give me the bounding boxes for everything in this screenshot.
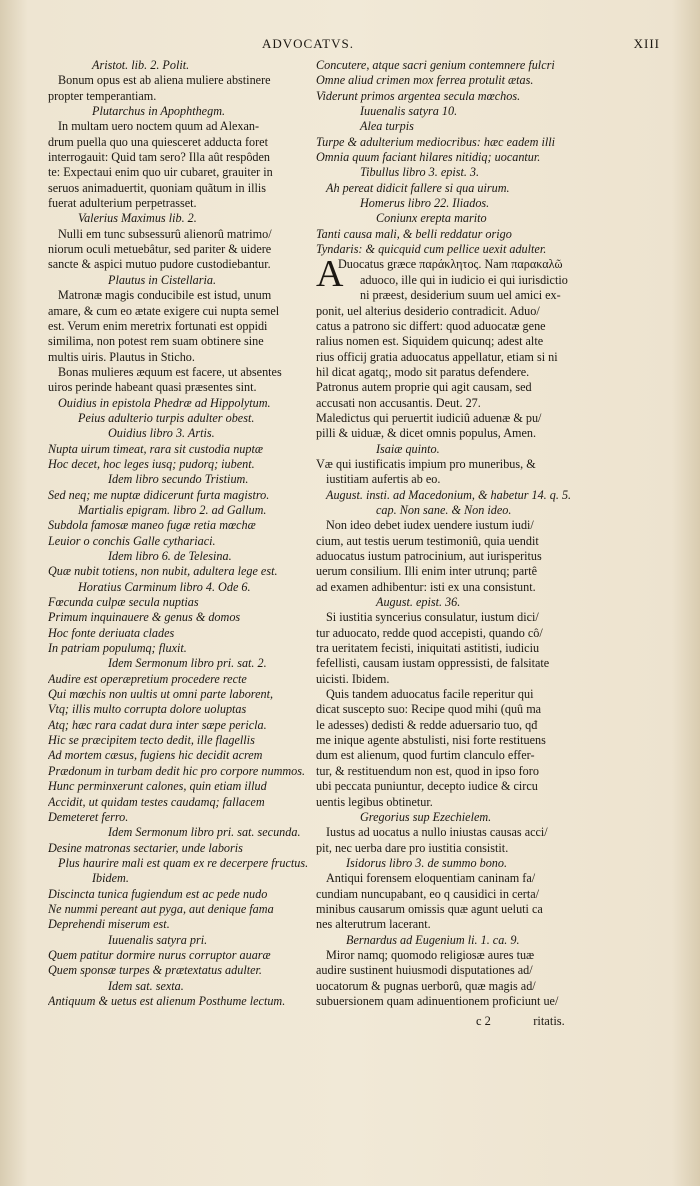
left-column-text: Quæ nubit totiens, non nubit, adultera lege est.	[48, 564, 278, 579]
left-column-text: Primum inquinauere & genus & domos	[48, 610, 241, 625]
right-column-line	[316, 503, 588, 518]
right-column-line	[316, 610, 588, 625]
left-column-text: Iuuenalis satyra pri.	[108, 932, 208, 947]
left-column-line	[48, 933, 312, 948]
drop-cap: A	[316, 253, 344, 296]
right-column-line	[316, 595, 588, 610]
left-column-line	[48, 442, 312, 457]
right-column-text: Tibullus libro 3. epist. 3.	[360, 165, 480, 180]
right-column-line	[316, 795, 588, 810]
right-column-text: aduocatus iustum patrocinium, aut iurisperitus	[316, 549, 542, 563]
right-column-text: Non ideo debet iudex uendere iustum iudi/	[326, 518, 534, 533]
left-column-text: Quem sponsæ turpes & prætextatus adulter.	[48, 963, 262, 978]
right-column-line	[316, 472, 588, 487]
right-column-text: minibus causarum omissis quæ agunt ueluti ca	[316, 901, 543, 916]
left-column-text: In patriam populumq; fluxit.	[48, 641, 187, 656]
right-column-text: Tyndaris: & quicquid cum pellice uexit adulter.	[316, 242, 547, 257]
right-column-line	[316, 702, 588, 717]
right-column-text: pit, nec uerba dare pro iustitia consistit.	[316, 840, 509, 855]
right-column-text: iustitiam aufertis ab eo.	[326, 472, 441, 487]
right-column-text: le adesses) dedisti & redde aduersario tuo, qđ	[316, 717, 538, 732]
right-column-text: Turpe & adulterium mediocribus: hæc eadem illi	[316, 134, 555, 149]
left-column-text: Ibidem.	[92, 871, 129, 886]
left-column-line	[48, 549, 312, 564]
right-column-line	[316, 457, 588, 472]
right-column-line	[316, 89, 588, 104]
left-column-text: Idem Sermonum libro pri. sat. 2.	[108, 656, 267, 671]
left-column-text: te: Expectaui enim quo uir cubaret, grauiter in	[48, 165, 273, 180]
left-column-line	[48, 917, 312, 932]
right-column-line	[316, 748, 588, 763]
left-column-text: Ad mortem cæsus, fugiens hic decidit acrem	[48, 748, 263, 763]
right-column-line	[316, 135, 588, 150]
right-column-text: Concutere, atque sacri genium contemnere fulcri	[316, 58, 555, 72]
left-column-text: Quem patitur dormire nurus corruptor auaræ	[48, 947, 271, 962]
right-column-text: nes alterutrum lacerant.	[316, 917, 431, 932]
left-column-text: Hoc fonte deriuata clades	[48, 625, 175, 640]
left-column-line	[48, 304, 312, 319]
left-column-text: Hoc decet, hoc leges iusq; pudorq; iubent.	[48, 456, 255, 471]
left-column-line	[48, 672, 312, 687]
left-column-text: Idem Sermonum libro pri. sat. secunda.	[108, 825, 301, 840]
left-column-text: Leuior o conchis Galle cythariaci.	[48, 533, 216, 548]
right-column-line	[316, 994, 588, 1009]
right-column-line	[316, 963, 588, 978]
left-column-text: fuerat adulterium perpetrasset.	[48, 196, 197, 211]
left-column-text: Idem libro 6. de Telesina.	[108, 549, 232, 563]
left-column-line	[48, 856, 312, 871]
left-column-line	[48, 350, 312, 365]
right-column	[316, 58, 588, 1009]
right-column-line	[316, 119, 588, 134]
right-column-text: Væ qui iustificatis impium pro muneribus, &	[316, 456, 536, 471]
right-column-text: uocatorum & pugnas uerborû, quæ magis ad/	[316, 978, 536, 993]
left-column-line	[48, 165, 312, 180]
left-column-text: drum puella quo una quiesceret adducta foret	[48, 134, 268, 149]
right-column-text: Maledictus qui peruertit iudiciû aduenæ & pu/	[316, 410, 542, 425]
left-column-line	[48, 488, 312, 503]
left-column-text: Audire est operæpretium procedere recte	[48, 671, 247, 686]
right-column-text: tur aduocato, redde quod accepisti, quando cô/	[316, 625, 543, 640]
left-column-line	[48, 534, 312, 549]
left-column-line	[48, 702, 312, 717]
right-column-text: catus a patrono sic differt: quod aduocatæ gene	[316, 318, 546, 333]
left-column-text: Bonas mulieres æquum est facere, ut absentes	[58, 364, 282, 379]
left-column-text: Discincta tunica fugiendum est ac pede nudo	[48, 886, 268, 901]
right-column-line	[316, 211, 588, 226]
left-column-line	[48, 994, 312, 1009]
left-column-text: Idem libro secundo Tristium.	[108, 472, 249, 487]
right-column-line	[338, 288, 588, 303]
left-column-line	[48, 288, 312, 303]
left-column-line	[48, 58, 312, 73]
left-column-line	[48, 518, 312, 533]
left-column-text: Peius adulterio turpis adulter obest.	[78, 410, 255, 425]
left-column-text: Qui mœchis non uultis ut omni parte laborent,	[48, 687, 274, 702]
right-column-text: audire sustinent huiusmodi disputationes ad/	[316, 963, 533, 978]
right-column-line	[338, 273, 588, 288]
right-column-text: cundiam nuncupabant, eo q causidici in certa/	[316, 886, 540, 901]
left-column-line	[48, 641, 312, 656]
left-column-line	[48, 656, 312, 671]
right-column-text: rius officij gratia aduocatus appellatur, etiam si ni	[316, 349, 558, 364]
right-column-line	[316, 426, 588, 441]
left-column-line	[48, 841, 312, 856]
left-column-line	[48, 503, 312, 518]
folio-number: XIII	[633, 36, 660, 51]
left-column-line	[48, 119, 312, 134]
left-column-line	[48, 948, 312, 963]
left-column-line	[48, 595, 312, 610]
left-column-line	[48, 181, 312, 196]
right-column-line	[316, 580, 588, 595]
right-column-line	[316, 319, 588, 334]
right-column-text: Miror namq; quomodo religiosæ aures tuæ	[326, 947, 535, 962]
right-column-text: Iustus ad uocatus a nullo iniustas causas acci/	[326, 825, 548, 840]
left-column-text: Vtq; illis multo corrupta dolore uoluptas	[48, 702, 247, 717]
right-column-text: subuersionem quam adinuentionem proficiunt ue/	[316, 993, 559, 1008]
right-column-line	[316, 380, 588, 395]
right-column-line	[316, 196, 588, 211]
left-column-text: Deprehendi miserum est.	[48, 917, 170, 932]
left-column-line	[48, 963, 312, 978]
left-column-line	[48, 825, 312, 840]
left-column-text: niorum oculi metuebâtur, sed pariter & uidere	[48, 242, 272, 257]
left-column-text: propter temperantiam.	[48, 88, 157, 103]
signature-mark: c 2	[476, 1014, 491, 1028]
left-column-text: uiros perinde habeant quasi præsentes sint.	[48, 380, 257, 395]
left-column-text: Subdola famosæ maneo fugæ retia mœchæ	[48, 518, 256, 533]
left-column-text: Plutarchus in Apophthegm.	[92, 104, 226, 119]
left-column-line	[48, 257, 312, 272]
right-column-line	[316, 73, 588, 88]
left-column-line	[48, 365, 312, 380]
left-column-line	[48, 227, 312, 242]
right-column-line	[316, 304, 588, 319]
right-column-line	[316, 672, 588, 687]
page-footer	[476, 1014, 565, 1029]
right-column-line	[316, 917, 588, 932]
right-column-text: ubi peccata puniuntur, decepto iudice & circu	[316, 779, 538, 794]
right-column-line	[316, 733, 588, 748]
left-column-text: In multam uero noctem quum ad Alexan-	[58, 119, 260, 134]
right-column-line	[316, 334, 588, 349]
right-column-text: Quis tandem aduocatus facile reperitur qui	[326, 687, 534, 702]
right-column-line	[316, 442, 588, 457]
left-column-text: Antiquum & uetus est alienum Posthume lectum.	[48, 993, 286, 1008]
right-column-line	[316, 365, 588, 380]
left-column-text: interrogauit: Quid tam sero? Illa aût respôden	[48, 150, 271, 165]
right-column-text: fefellisti, causam iustam oppressisti, de falsitate	[316, 656, 550, 671]
right-column-text: Alea turpis	[360, 119, 414, 134]
right-column-text: uicisti. Ibidem.	[316, 671, 390, 686]
right-column-line	[316, 810, 588, 825]
right-column-line	[316, 564, 588, 579]
left-column-text: Atq; hæc rara cadat dura inter sæpe pericla.	[48, 717, 267, 732]
right-column-line	[316, 641, 588, 656]
right-column-line	[316, 165, 588, 180]
right-column-line	[316, 656, 588, 671]
right-column-text: hil dicat agatq;, modo sit paratus defendere.	[316, 364, 530, 379]
left-column-line	[48, 610, 312, 625]
left-column-text: Aristot. lib. 2. Polit.	[92, 58, 190, 72]
right-column-line	[316, 979, 588, 994]
left-column-line	[48, 73, 312, 88]
right-column-text: dum est alienum, quod furtim clanculo effer-	[316, 748, 535, 763]
right-column-text: Ah pereat didicit fallere si qua uirum.	[326, 180, 510, 195]
right-column-text: tra ueritatem fecisti, iniquitati astitisti, iudiciu	[316, 641, 540, 656]
left-column-text: Nulli em tunc subsessurû alienorû matrimo/	[58, 226, 272, 241]
left-column-text: Demeteret ferro.	[48, 809, 129, 824]
catchword: ritatis.	[533, 1014, 565, 1028]
left-column-line	[48, 764, 312, 779]
right-column-line	[316, 411, 588, 426]
left-column-text: Ouidius libro 3. Artis.	[108, 426, 215, 441]
left-column-text: Prædonum in turbam dedit hic pro corpore nummos.	[48, 763, 306, 778]
left-column-text: Plautus in Cistellaria.	[108, 272, 217, 287]
right-column-line	[316, 687, 588, 702]
left-column-text: Bonum opus est ab aliena muliere abstinere	[58, 73, 271, 88]
right-column-line	[316, 396, 588, 411]
right-column-line	[316, 841, 588, 856]
right-column-line	[316, 350, 588, 365]
left-column-line	[48, 150, 312, 165]
left-column-line	[48, 411, 312, 426]
right-column-line	[316, 549, 588, 564]
left-column-line	[48, 334, 312, 349]
left-column-text: Fœcunda culpæ secula nuptias	[48, 595, 199, 610]
right-column-text: August. epist. 36.	[376, 595, 461, 610]
left-column-text: Valerius Maximus lib. 2.	[78, 211, 197, 226]
left-column-line	[48, 580, 312, 595]
right-column-text: August. insti. ad Macedonium, & habetur 14. q. 5.	[326, 487, 572, 502]
left-column-line	[48, 887, 312, 902]
left-column-text: Martialis epigram. libro 2. ad Gallum.	[78, 502, 267, 517]
right-column-line	[316, 825, 588, 840]
right-column-text: ad examen adhibentur: isti ex una consistunt.	[316, 579, 536, 594]
running-head: ADVOCATVS.	[262, 36, 354, 51]
right-column-text: Gregorius sup Ezechielem.	[360, 809, 492, 824]
right-column-line	[316, 104, 588, 119]
left-column-line	[48, 89, 312, 104]
left-column-text: Hic se præcipitem tecto dedit, ille flagellis	[48, 733, 255, 748]
left-column-line	[48, 319, 312, 334]
left-column-line	[48, 396, 312, 411]
right-column-text: uentis legibus obtinetur.	[316, 794, 433, 809]
right-column-text: cap. Non sane. & Non ideo.	[376, 502, 512, 517]
right-column-line	[316, 718, 588, 733]
right-column-line	[316, 150, 588, 165]
right-column-line	[316, 518, 588, 533]
left-column-text: est. Verum enim meretrix fortunati est oppidi	[48, 318, 268, 333]
left-column-text: similima, non potest rem suam obtinere sine	[48, 334, 264, 349]
right-column-line	[316, 871, 588, 886]
right-column-text: tur, & restituendum non est, quod in ipso foro	[316, 763, 539, 778]
right-column-line	[316, 534, 588, 549]
left-column-line	[48, 795, 312, 810]
right-column-line	[316, 242, 588, 257]
left-column-text: Matronæ magis conducibile est istud, unum	[58, 288, 272, 303]
right-column-line	[316, 181, 588, 196]
left-column-line	[48, 273, 312, 288]
left-column-line	[48, 242, 312, 257]
right-column-line	[316, 488, 588, 503]
left-column-line	[48, 380, 312, 395]
left-column-line	[48, 871, 312, 886]
left-column-text: Ne nummi pereant aut pyga, aut denique fama	[48, 901, 274, 916]
right-column-text: Si iustitia syncerius consulatur, iustum dici/	[326, 610, 539, 625]
left-column-text: multis uiris. Plautus in Sticho.	[48, 349, 195, 364]
left-column-text: Hunc perminxerunt calones, quin etiam illud	[48, 779, 267, 794]
right-column-line	[316, 856, 588, 871]
left-column-line	[48, 135, 312, 150]
left-column-line	[48, 733, 312, 748]
right-column-text: Coniunx erepta marito	[376, 211, 487, 226]
right-column-text: Homerus libro 22. Iliados.	[360, 196, 490, 211]
right-column-text: ponit, uel alterius desiderio contradicit. Aduo/	[316, 303, 540, 318]
right-column-line	[316, 948, 588, 963]
left-column	[48, 58, 312, 1009]
left-column-line	[48, 718, 312, 733]
left-column-text: Ouidius in epistola Phedræ ad Hippolytum.	[58, 395, 271, 410]
left-column-line	[48, 564, 312, 579]
right-column-line	[316, 227, 588, 242]
left-column-text: Desine matronas sectarier, unde laboris	[48, 840, 243, 855]
right-column-text: Duocatus græce παράκλητος. Nam παρακαλῶ	[338, 257, 563, 272]
left-column-line	[48, 687, 312, 702]
right-column-text: dicat suscepto suo: Recipe quod mihi (quû ma	[316, 702, 542, 717]
left-column-text: amare, & cum eo ætate exigere cui nupta semel	[48, 303, 280, 318]
right-column-text: uerum consilium. Illi enim inter utrunq; partê	[316, 564, 538, 579]
right-column-text: Viderunt primos argentea secula mœchos.	[316, 88, 521, 103]
right-column-text: Antiqui forensem eloquentiam caninam fa/	[326, 871, 536, 886]
right-column-line	[316, 626, 588, 641]
left-column-text: Horatius Carminum libro 4. Ode 6.	[78, 579, 251, 594]
right-column-text: aduoco, ille qui in iudicio ei qui iurisdictio	[360, 272, 568, 287]
left-column-line	[48, 902, 312, 917]
left-column-line	[48, 748, 312, 763]
right-column-line	[316, 764, 588, 779]
left-column-line	[48, 810, 312, 825]
left-column-text: Accidit, ut quidam testes caudamq; fallacem	[48, 794, 265, 809]
right-column-text: ralius nomen est. Siquidem quicunq; adest alte	[316, 334, 544, 349]
left-column-text: Idem sat. sexta.	[108, 978, 184, 993]
left-column-line	[48, 457, 312, 472]
right-column-text: Bernardus ad Eugenium li. 1. ca. 9.	[346, 932, 520, 947]
right-column-text: cium, aut testis uerum testimoniû, quia uendit	[316, 533, 539, 548]
right-column-text: accusati non accusantis. Deut. 27.	[316, 395, 481, 410]
left-column-line	[48, 211, 312, 226]
left-column-line	[48, 979, 312, 994]
right-column-text: Omnia quum faciant hilares nitidiq; uocantur.	[316, 150, 541, 165]
left-column-text: Nupta uirum timeat, rara sit custodia nuptæ	[48, 441, 263, 456]
right-column-text: Tanti causa mali, & belli reddatur origo	[316, 226, 512, 241]
right-column-text: Omne aliud crimen mox ferrea protulit ætas.	[316, 73, 534, 88]
left-column-line	[48, 426, 312, 441]
right-column-text: me inique agente abstulisti, nisi forte restituens	[316, 733, 546, 748]
left-column-line	[48, 104, 312, 119]
right-column-line	[316, 58, 588, 73]
left-column-line	[48, 626, 312, 641]
left-column-line	[48, 196, 312, 211]
left-column-text: Sed neq; me nuptæ didicerunt furta magistro.	[48, 487, 270, 502]
page-header	[40, 36, 660, 56]
right-column-text: pilli & uiduæ, & dicet omnis populus, Amen.	[316, 426, 537, 441]
right-column-text: Iuuenalis satyra 10.	[360, 104, 458, 119]
right-column-line	[316, 887, 588, 902]
left-column-text: Plus haurire mali est quam ex re decerpere fructus.	[58, 855, 309, 870]
left-column-text: sancte & aspici mutuo pudore custodiebantur.	[48, 257, 271, 272]
right-column-text: ni præest, desiderium suum uel amici ex-	[360, 288, 561, 303]
right-column-line	[316, 933, 588, 948]
right-column-text: Isidorus libro 3. de summo bono.	[346, 855, 508, 870]
left-column-line	[48, 472, 312, 487]
right-column-text: Patronus autem proprie qui agit causam, sed	[316, 380, 532, 395]
right-column-text: Isaiæ quinto.	[376, 441, 440, 456]
left-column-text: seruos animaduertit, quoniam quãtum in illis	[48, 180, 266, 195]
right-column-line	[316, 779, 588, 794]
right-column-line	[316, 902, 588, 917]
left-column-line	[48, 779, 312, 794]
